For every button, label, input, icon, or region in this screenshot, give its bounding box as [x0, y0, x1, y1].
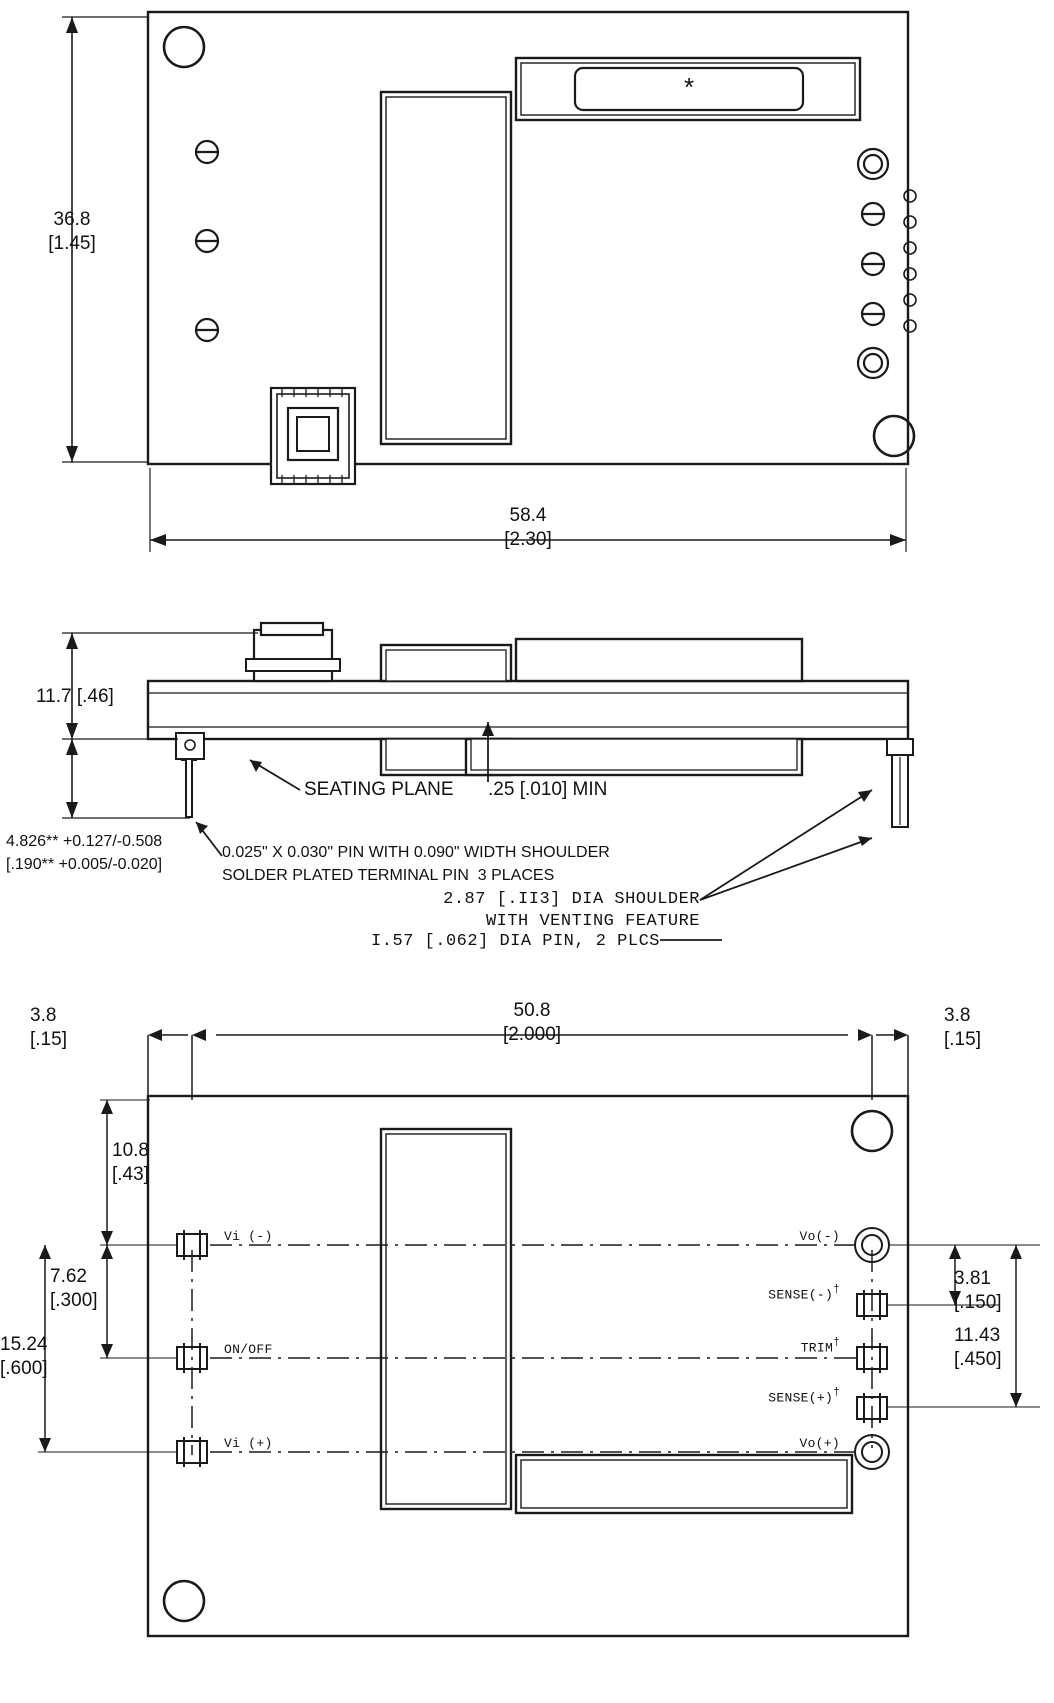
pin-label-sense-neg-group — [600, 1282, 840, 1303]
bottom-right-edge-dim-inch: [.15] — [944, 1029, 981, 1050]
side-view-pin-length-dim-line2: [.190** +0.005/-0.020] — [6, 856, 163, 873]
seating-plane-label: SEATING PLANE — [304, 779, 454, 800]
pin-label-trim-group — [600, 1335, 840, 1356]
dagger-icon: † — [833, 1284, 840, 1296]
pin-label-vi-neg: Vi (-) — [224, 1229, 273, 1244]
top-view-height-dim-mm: 36.8 — [53, 209, 91, 230]
side-view-pin-length-dim-line1: 4.826** +0.127/-0.508 — [6, 833, 163, 850]
pin-label-vo-neg: Vo(-) — [799, 1229, 840, 1244]
side-view-height-dim: 11.7 [.46] — [36, 686, 114, 707]
dagger-icon: † — [833, 1337, 840, 1349]
bottom-span-dim-mm: 50.8 — [513, 1000, 551, 1021]
dagger-icon: † — [833, 1387, 840, 1399]
bottom-left-edge-dim-mm: 3.8 — [30, 1005, 57, 1026]
pin-label-sense-pos-group — [600, 1385, 840, 1406]
pin-note-line1: 0.025" X 0.030" PIN WITH 0.090" WIDTH SHOULDER — [222, 844, 610, 861]
pin-label-vi-pos: Vi (+) — [224, 1436, 273, 1451]
bottom-right-small-dim-mm: 3.81 — [954, 1268, 991, 1289]
bottom-right-edge-dim-mm: 3.8 — [944, 1005, 971, 1026]
bottom-pitch-dim-mm: 7.62 — [50, 1266, 87, 1287]
pin-label-trim: TRIM — [800, 1340, 834, 1356]
shoulder-note-line1: 2.87 [.II3] DIA SHOULDER — [443, 890, 700, 909]
bottom-total-pitch-dim-mm: 15.24 — [0, 1334, 48, 1355]
min-clearance-label: .25 [.010] MIN — [488, 779, 608, 800]
pin-dia-note: I.57 [.062] DIA PIN, 2 PLCS — [371, 932, 660, 951]
top-view-height-dim-inch: [1.45] — [48, 233, 96, 254]
bottom-total-pitch-dim-inch: [.600] — [0, 1358, 48, 1379]
pin-label-sense-neg: SENSE(-) — [768, 1287, 834, 1303]
top-view-width-dim-mm: 58.4 — [509, 505, 547, 526]
bottom-right-small-dim-inch: [.150] — [954, 1292, 1002, 1313]
pin-label-sense-pos: SENSE(+) — [768, 1390, 834, 1406]
pin-label-on-off: ON/OFF — [224, 1342, 273, 1357]
bottom-right-large-dim-inch: [.450] — [954, 1349, 1002, 1370]
top-view-asterisk-marker: * — [683, 72, 695, 102]
bottom-right-large-dim-mm: 11.43 — [954, 1325, 1001, 1346]
bottom-top-offset-dim-inch: [.43] — [112, 1164, 149, 1185]
pin-label-vo-pos: Vo(+) — [799, 1436, 840, 1451]
bottom-left-edge-dim-inch: [.15] — [30, 1029, 67, 1050]
bottom-top-offset-dim-mm: 10.8 — [112, 1140, 149, 1161]
bottom-pitch-dim-inch: [.300] — [50, 1290, 98, 1311]
top-view-width-dim-inch: [2.30] — [504, 529, 552, 550]
pin-note-line2: SOLDER PLATED TERMINAL PIN 3 PLACES — [222, 867, 555, 884]
shoulder-note-line2: WITH VENTING FEATURE — [485, 912, 700, 931]
bottom-span-dim-inch: [2.000] — [502, 1024, 562, 1045]
